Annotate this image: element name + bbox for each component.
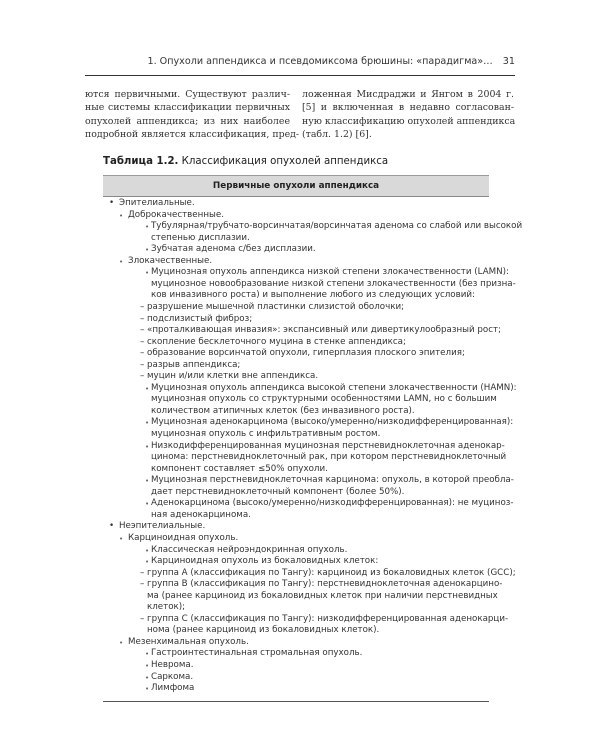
list-item-line: «проталкивающая инвазия»: экспансивный или дивертикулообразный рост; [147, 325, 502, 336]
table-bottom-rule [103, 701, 489, 702]
list-item-line: Муцинозная опухоль аппендикса высокой степени злокачественности (HAMN): [151, 382, 517, 393]
table-header [103, 175, 489, 197]
dash-bullet-icon: – [140, 567, 145, 578]
body-text-right-column [302, 88, 514, 142]
list-item-line: разрушение мышечной пластинки слизистой оболочки; [147, 301, 405, 312]
list-item-line: компонент составляет ≤50% опухоли. [151, 463, 328, 474]
list-item-line: ма (ранее карциноид из бокаловидных клеток при наличии перстневидных [147, 590, 498, 601]
dash-bullet-icon: – [140, 336, 145, 347]
list-item-line: Неэпителиальные. [119, 521, 206, 532]
text-line: ются первичными. Существуют различ- [85, 89, 290, 100]
list-item-line: дает перстневидноклеточный компонент (более 50%). [151, 486, 405, 497]
dash-bullet-icon: – [140, 348, 145, 359]
list-item-line: подслизистый фиброз; [147, 313, 253, 324]
table-header-label: Первичные опухоли аппендикса [212, 181, 380, 191]
list-item-line: разрыв аппендикса; [147, 359, 241, 370]
list-item-line: степенью дисплазии. [151, 232, 250, 243]
bullet-icon: • [145, 685, 150, 694]
list-item-line: Карциноидная опухоль из бокаловидных клеток: [151, 556, 379, 567]
dash-bullet-icon: – [140, 613, 145, 624]
list-item-line: муцин и/или клетки вне аппендикса. [147, 371, 319, 382]
running-header-title: 1. Опухоли аппендикса и псевдомиксома брюшины: «парадигма»… [147, 56, 493, 67]
bullet-icon: • [145, 384, 150, 393]
list-item-line: группа А (классификация по Тангу): карциноид из бокаловидных клеток (GCC); [147, 567, 516, 578]
list-item-line: муцинозная опухоль со структурными особенностями LAMN, но с большим [151, 394, 497, 405]
list-item-line: Неврома. [151, 660, 194, 670]
text-line: ные системы классификации первичных [85, 102, 290, 114]
dash-bullet-icon: – [140, 313, 145, 324]
bullet-icon: • [145, 223, 150, 232]
list-item-line: Эпителиальные. [119, 198, 195, 208]
list-item-line: Классическая нейроэндокринная опухоль. [151, 544, 348, 555]
dash-bullet-icon: – [140, 579, 145, 590]
bullet-icon: • [145, 500, 150, 509]
bullet-icon: • [145, 419, 150, 428]
table-caption-label: Таблица 1.2. [103, 156, 179, 167]
list-item-line: клеток); [147, 602, 186, 613]
bullet-icon: • [145, 246, 150, 255]
bullet-icon: • [145, 650, 150, 659]
list-item-line: Муцинозная опухоль аппендикса низкой степени злокачественности (LAMN): [151, 267, 509, 278]
list-item-line: Злокачественные. [128, 255, 213, 266]
bullet-icon: • [109, 198, 115, 208]
list-item-line: Саркома. [151, 671, 194, 682]
bullet-icon: • [145, 546, 150, 555]
list-item-line: ков инвазивного роста) и выполнение любого из следующих условий: [151, 290, 475, 301]
table-caption-text: Классификация опухолей аппендикса [178, 156, 389, 167]
bullet-icon: • [145, 662, 150, 670]
bullet-icon: • [145, 673, 150, 682]
list-item-line: муцинозное новообразование низкой степени злокачественности (без призна- [151, 278, 516, 289]
list-item-line: Зубчатая аденома с/без дисплазии. [151, 244, 316, 255]
list-item-line: Доброкачественные. [128, 209, 224, 220]
text-line: опухолей аппендикса; из них наиболее [85, 115, 290, 127]
text-line: [5] и включенная в недавно согласован- [302, 102, 514, 114]
dash-bullet-icon: – [140, 359, 145, 370]
list-item-line: Мезенхимальная опухоль. [128, 636, 249, 647]
list-item-line: ная аденокарцинома. [151, 509, 251, 520]
bullet-icon: • [119, 257, 124, 266]
list-item-line: образование ворсинчатой опухоли, гиперплазия плоского эпителия; [147, 348, 465, 359]
dash-bullet-icon: – [140, 325, 145, 336]
list-item-line: скопление бесклеточного муцина в стенке аппендикса; [147, 336, 406, 347]
list-item-line: Карциноидная опухоль. [128, 532, 239, 543]
list-item-line: Муцинозная перстневидноклеточная карцинома: опухоль, в которой преобла- [151, 475, 514, 486]
list-item-line: группа С (классификация по Тангу): низкодифференцированная аденокарци- [147, 613, 509, 624]
list-item-line: цинома: перстневидноклеточный рак, при котором перстневидноклеточный [151, 452, 507, 463]
dash-bullet-icon: – [140, 301, 145, 312]
dash-bullet-icon: – [140, 371, 145, 382]
bullet-icon: • [119, 211, 124, 220]
bullet-icon: • [145, 477, 150, 486]
text-line: (табл. 1.2) [6]. [302, 129, 372, 141]
list-item-line: нома (ранее карциноид из бокаловидных клеток). [147, 625, 380, 636]
running-header [147, 56, 515, 67]
bullet-icon: • [145, 442, 150, 451]
list-item-line: Лимфома [151, 683, 195, 694]
bullet-icon: • [109, 521, 115, 532]
body-text-left-column [85, 88, 300, 142]
header-rule [85, 75, 515, 76]
list-item-line: Муцинозная аденокарцинома (высоко/умеренно/низкодифференцированная): [151, 417, 514, 428]
text-line: ную классификацию опухолей аппендикса [302, 115, 516, 127]
list-item-line: муцинозная опухоль с инфильтративным ростом. [151, 429, 381, 439]
text-line: ложенная Мисдраджи и Янгом в 2004 г. [302, 89, 514, 100]
text-line: подробной является классификация, пред- [85, 129, 300, 141]
list-item-line: группа В (классификация по Тангу): перстневидноклеточная аденокарцино- [147, 579, 503, 590]
bullet-icon: • [145, 558, 150, 567]
bullet-icon: • [119, 534, 124, 543]
list-item-line: Аденокарцинома (высоко/умеренно/низкодифференцированная): не муциноз- [151, 498, 514, 509]
page-number: 31 [502, 56, 515, 67]
list-item-line: Гастроинтестинальная стромальная опухоль. [151, 648, 363, 659]
bullet-icon: • [119, 638, 124, 647]
list-item-line: количеством атипичных клеток (без инвазивного роста). [151, 405, 415, 416]
list-item-line: Тубулярная/трубчато-ворсинчатая/ворсинчатая аденома со слабой или высокой [151, 221, 523, 232]
table-caption [103, 156, 388, 167]
list-item-line: Низкодифференцированная муцинозная перстневидноклеточная аденокар- [151, 440, 505, 451]
bullet-icon: • [145, 269, 150, 278]
